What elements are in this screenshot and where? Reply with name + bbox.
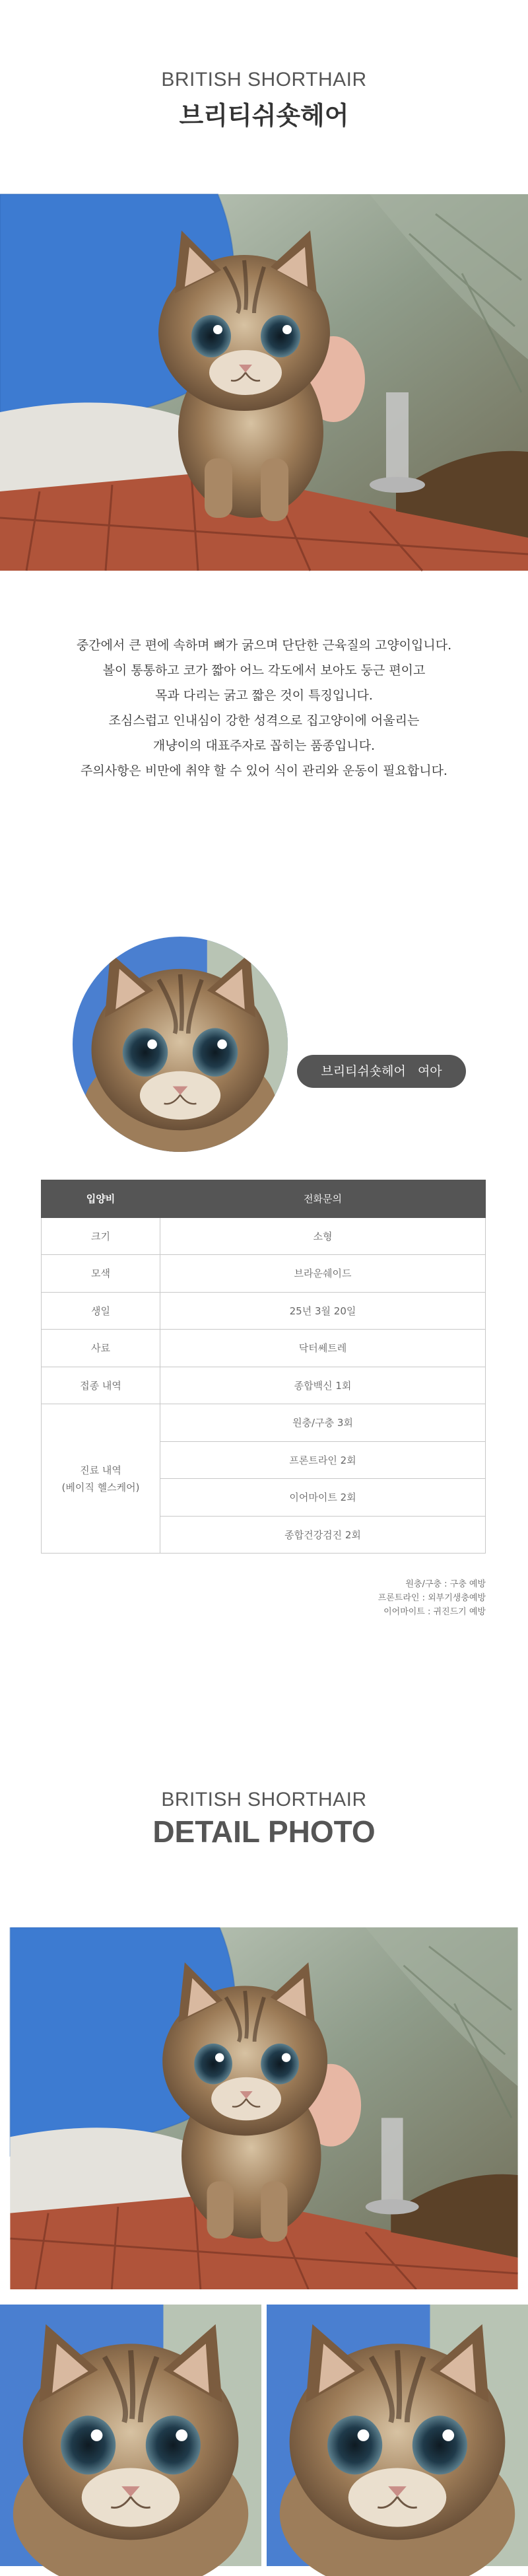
detail-photo-wide <box>0 1927 528 2289</box>
row-label: 생일 <box>42 1292 160 1330</box>
row-value: 닥터쎄트레 <box>160 1330 486 1367</box>
description-line: 중간에서 큰 편에 속하며 뼈가 굵으며 단단한 근육질의 고양이입니다. <box>76 638 452 653</box>
care-item: 원충/구충 3회 <box>160 1404 486 1442</box>
table-notes <box>378 1577 486 1619</box>
row-value: 소형 <box>160 1217 486 1255</box>
detail-photo-right <box>267 2295 528 2576</box>
adoption-fee-label: 입양비 <box>42 1180 160 1218</box>
table-header-row <box>42 1180 486 1218</box>
care-item: 종합건강검진 2회 <box>160 1516 486 1554</box>
description-line: 조심스럽고 인내심이 강한 성격으로 집고양이에 어울리는 <box>108 713 420 728</box>
care-item: 이어마이트 2회 <box>160 1479 486 1517</box>
table-row <box>42 1367 486 1404</box>
detail-photo-left <box>0 2295 261 2576</box>
care-item: 프론트라인 2회 <box>160 1441 486 1479</box>
info-table <box>41 1180 486 1554</box>
care-history-label <box>42 1404 160 1554</box>
description-line: 개냥이의 대표주자로 꼽히는 품종입니다. <box>152 738 376 753</box>
kitten-face-photo-icon <box>0 2295 261 2576</box>
kitten-face-photo-icon <box>73 937 288 1152</box>
row-label: 사료 <box>42 1330 160 1367</box>
description-line: 볼이 통통하고 코가 짧아 어느 각도에서 보아도 둥근 편이고 <box>102 663 426 678</box>
note-line: 프론트라인 : 외부기생충예방 <box>378 1593 486 1603</box>
name-tag: 브리티쉬숏헤어 여아 <box>297 1055 466 1088</box>
table-row <box>42 1255 486 1293</box>
table-row <box>42 1217 486 1255</box>
table-row <box>42 1404 486 1442</box>
care-label-line: (베이직 헬스케어) <box>61 1481 140 1493</box>
care-label-line: 진료 내역 <box>80 1464 121 1476</box>
row-value: 종합백신 1회 <box>160 1367 486 1404</box>
detail-header <box>0 1789 528 1849</box>
note-line: 이어마이트 : 귀진드기 예방 <box>383 1607 486 1617</box>
detail-title: DETAIL PHOTO <box>152 1814 376 1849</box>
note-line: 원충/구충 : 구충 예방 <box>405 1579 486 1589</box>
row-label: 크기 <box>42 1217 160 1255</box>
table-row <box>42 1292 486 1330</box>
breed-description <box>0 633 528 783</box>
row-value: 브라운쉐이드 <box>160 1255 486 1293</box>
profile-photo <box>73 937 288 1152</box>
table-row <box>42 1330 486 1367</box>
kitten-face-photo-icon <box>267 2295 528 2576</box>
row-label: 접종 내역 <box>42 1367 160 1404</box>
row-value: 25년 3월 20일 <box>160 1292 486 1330</box>
adoption-fee-value: 전화문의 <box>160 1180 486 1218</box>
description-line: 주의사항은 비만에 취약 할 수 있어 식이 관리와 운동이 필요합니다. <box>81 764 447 778</box>
detail-eyebrow: BRITISH SHORTHAIR <box>161 1789 367 1810</box>
header-eyebrow: BRITISH SHORTHAIR <box>161 69 367 90</box>
header-title: 브리티쉬숏헤어 <box>179 101 349 130</box>
main-photo <box>0 192 528 573</box>
row-label: 모색 <box>42 1255 160 1293</box>
kitten-photo-icon <box>0 192 528 573</box>
kitten-photo-icon <box>0 1927 528 2289</box>
header <box>0 69 528 131</box>
description-line: 목과 다리는 굵고 짧은 것이 특징입니다. <box>155 688 373 703</box>
